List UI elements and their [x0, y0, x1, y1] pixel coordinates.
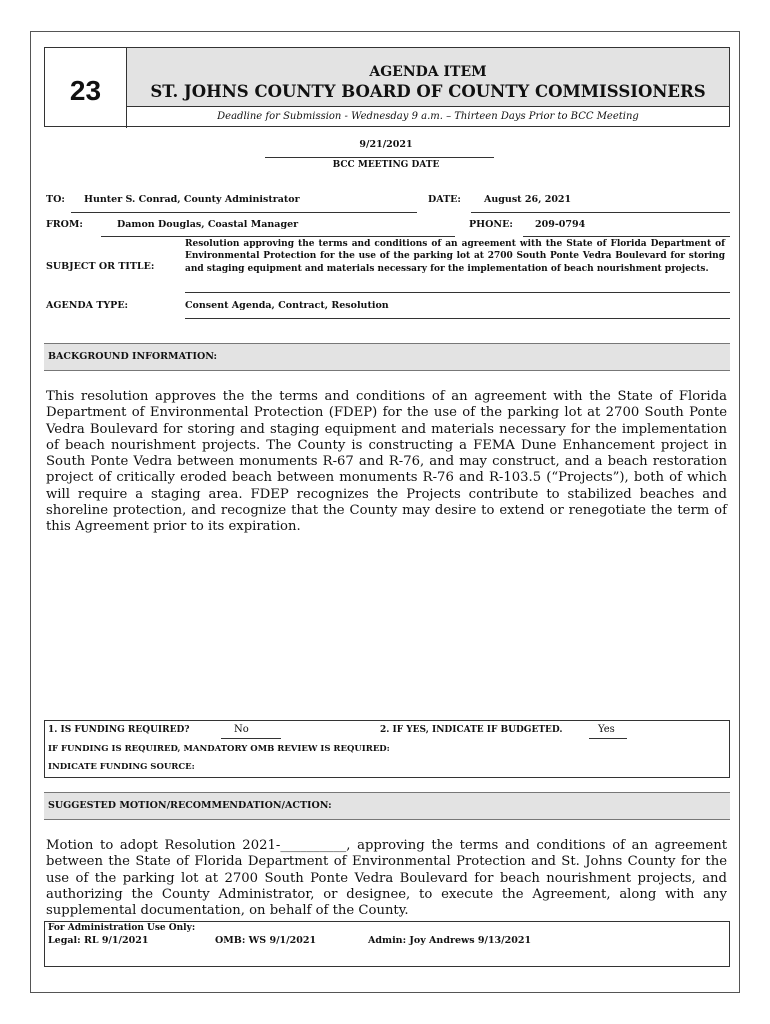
subject-value: Resolution approving the terms and conditions of an agreement with the State of Florida Department of Environmental Protection for the use of the parking lot at 2700 South Ponte Vedra Boulevard for storing and staging equipment and materials necessary for the implementation of beach nourishment projects.: [185, 239, 725, 274]
header-title-line1: AGENDA ITEM: [369, 64, 487, 80]
date-label: DATE:: [428, 194, 461, 205]
agenda-header: [44, 47, 730, 127]
motion-text: Motion to adopt Resolution 2021-__________, approving the terms and conditions of an agreement between the State of Florida Department of Environmental Protection and St. Johns County for the use of the parking lot at 2700 South Ponte Vedra Boulevard for beach nourishment projects, and authorizing the County Administrator, or designee, to execute the Agreement, along with any supplemental documentation, on behalf of the County.: [46, 838, 727, 919]
agenda-type-label: AGENDA TYPE:: [46, 300, 129, 311]
background-text: This resolution approves the the terms and conditions of an agreement with the State of Florida Department of Environmental Protection (FDEP) for the use of the parking lot at 2700 South Ponte Vedra Boulevard for storing and staging equipment and materials necessary for the implementation of beach nourishment projects. The County is constructing a FEMA Dune Enhancement project in South Ponte Vedra between monuments R-67 and R-76, and may construct, and a beach restoration project of critically eroded beach between monuments R-76 and R-103.5 (“Projects”), both of which will require a staging area. FDEP recognizes the Projects contribute to stabilized beaches and shoreline protection, and recognize that the County may desire to extend or renegotiate the term of this Agreement prior to its expiration.: [46, 389, 727, 535]
date-underline: [471, 212, 730, 213]
omb-review-line: IF FUNDING IS REQUIRED, MANDATORY OMB REVIEW IS REQUIRED:: [48, 744, 390, 754]
legal-signoff: Legal: RL 9/1/2021: [48, 935, 149, 946]
budgeted-value: Yes: [598, 724, 615, 735]
date-value: August 26, 2021: [484, 194, 572, 205]
meeting-date-underline: [265, 157, 494, 158]
motion-heading: SUGGESTED MOTION/RECOMMENDATION/ACTION:: [44, 792, 730, 820]
to-underline: [71, 212, 417, 213]
from-value: Damon Douglas, Coastal Manager: [117, 219, 299, 230]
agenda-page: [30, 31, 740, 993]
phone-label: PHONE:: [469, 219, 513, 230]
funding-required-label: 1. IS FUNDING REQUIRED?: [48, 725, 190, 735]
submission-deadline: Deadline for Submission - Wednesday 9 a.m. – Thirteen Days Prior to BCC Meeting: [217, 111, 639, 122]
phone-value: 209-0794: [535, 219, 586, 230]
meeting-date-label: BCC MEETING DATE: [332, 160, 440, 170]
from-label: FROM:: [46, 219, 83, 230]
omb-signoff: OMB: WS 9/1/2021: [215, 935, 317, 946]
admin-signoff: Admin: Joy Andrews 9/13/2021: [368, 935, 532, 946]
admin-heading: For Administration Use Only:: [48, 923, 196, 933]
to-label: TO:: [46, 194, 65, 205]
to-value: Hunter S. Conrad, County Administrator: [84, 194, 300, 205]
background-heading: BACKGROUND INFORMATION:: [44, 343, 730, 371]
agenda-type-underline: [185, 318, 730, 319]
budgeted-label: 2. IF YES, INDICATE IF BUDGETED.: [380, 725, 563, 735]
agenda-type-value: Consent Agenda, Contract, Resolution: [185, 300, 389, 311]
from-underline: [101, 236, 455, 237]
subject-underline: [185, 292, 730, 293]
header-title-line2: ST. JOHNS COUNTY BOARD OF COUNTY COMMISSIONERS: [150, 82, 706, 101]
meeting-date: 9/21/2021: [359, 139, 413, 150]
funding-required-underline: [221, 738, 281, 739]
funding-box: [44, 720, 730, 778]
funding-source-line: INDICATE FUNDING SOURCE:: [48, 762, 195, 772]
header-title-block: [127, 48, 729, 107]
phone-underline: [523, 236, 730, 237]
admin-box: [44, 921, 730, 967]
subject-label: SUBJECT OR TITLE:: [46, 261, 155, 272]
agenda-item-number: 23: [45, 48, 127, 128]
funding-required-value: No: [234, 724, 249, 735]
budgeted-underline: [589, 738, 627, 739]
